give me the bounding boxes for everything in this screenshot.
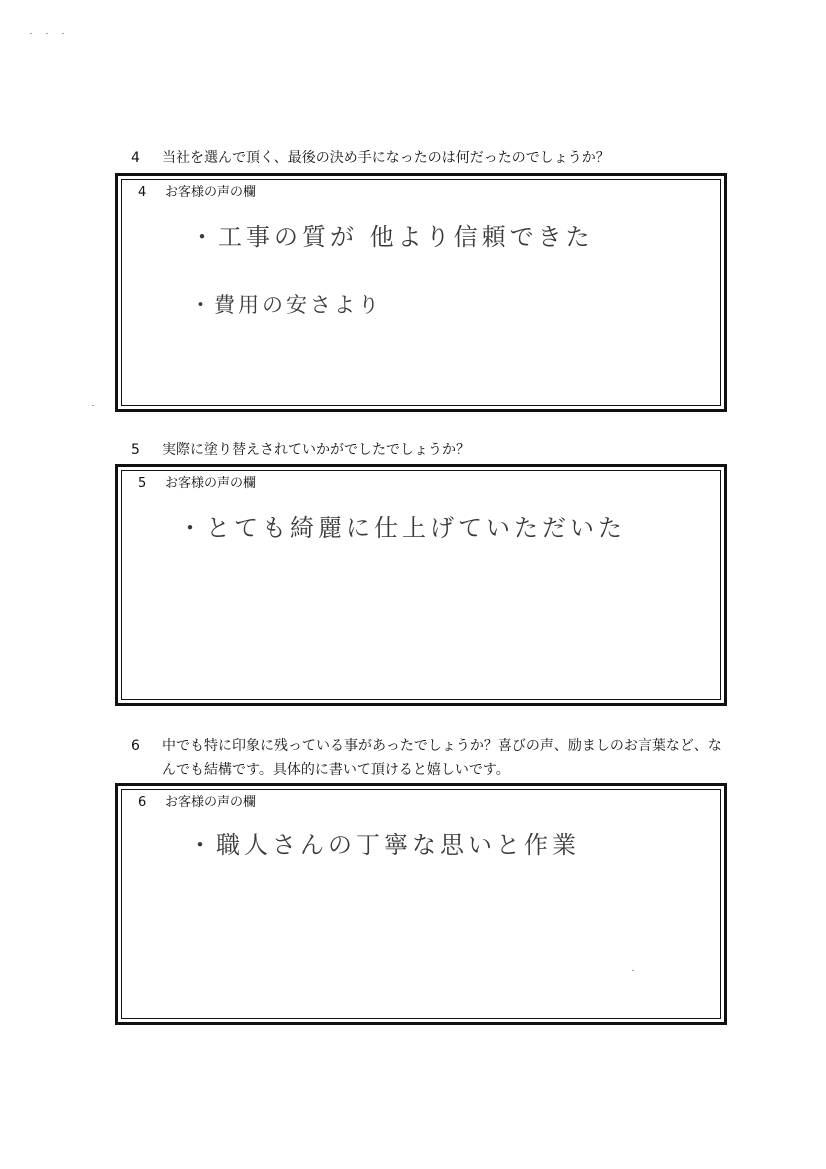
scan-speck bbox=[632, 970, 634, 971]
answer-box-label bbox=[138, 184, 256, 202]
question-6 bbox=[131, 734, 731, 782]
question-number: 4 bbox=[131, 150, 140, 166]
question-5 bbox=[131, 438, 731, 462]
answer-box-5 bbox=[115, 464, 727, 706]
scan-speck bbox=[62, 33, 64, 34]
answer-box-title: お客様の声の欄 bbox=[165, 795, 257, 810]
handwritten-answer-line: ・職人さんの丁寧な思いと作業 bbox=[188, 831, 580, 859]
question-number: 6 bbox=[131, 738, 140, 754]
answer-box-title: お客様の声の欄 bbox=[165, 185, 257, 200]
scan-speck bbox=[92, 405, 94, 406]
answer-box-number: 5 bbox=[138, 476, 147, 491]
handwritten-answer-line: ・費用の安さより bbox=[190, 293, 382, 317]
answer-box-4 bbox=[115, 173, 727, 412]
question-text: 中でも特に印象に残っている事があったでしょうか？喜びの声、励ましのお言葉など、なんでも結構です。具体的に書いて頂けると嬉しいです。 bbox=[162, 738, 722, 778]
question-text: 当社を選んで頂く、最後の決め手になったのは何だったのでしょうか？ bbox=[162, 150, 610, 166]
answer-box-label bbox=[138, 794, 256, 812]
answer-box-6 bbox=[115, 783, 727, 1025]
question-number: 5 bbox=[131, 442, 140, 458]
handwritten-answer-line: ・工事の質が 他より信頼できた bbox=[190, 223, 594, 251]
answer-box-number: 4 bbox=[138, 185, 147, 200]
answer-box-label bbox=[138, 475, 256, 493]
answer-box-inner-frame bbox=[121, 789, 721, 1019]
answer-box-inner-frame bbox=[121, 470, 721, 700]
question-4 bbox=[131, 146, 731, 170]
handwritten-answer-line: ・とても綺麗に仕上げていただいた bbox=[178, 514, 626, 542]
scan-speck bbox=[30, 33, 32, 34]
answer-box-number: 6 bbox=[138, 795, 147, 810]
answer-box-inner-frame bbox=[121, 179, 721, 406]
scan-speck bbox=[46, 33, 48, 34]
answer-box-title: お客様の声の欄 bbox=[165, 476, 257, 491]
question-text: 実際に塗り替えされていかがでしたでしょうか？ bbox=[162, 442, 470, 458]
